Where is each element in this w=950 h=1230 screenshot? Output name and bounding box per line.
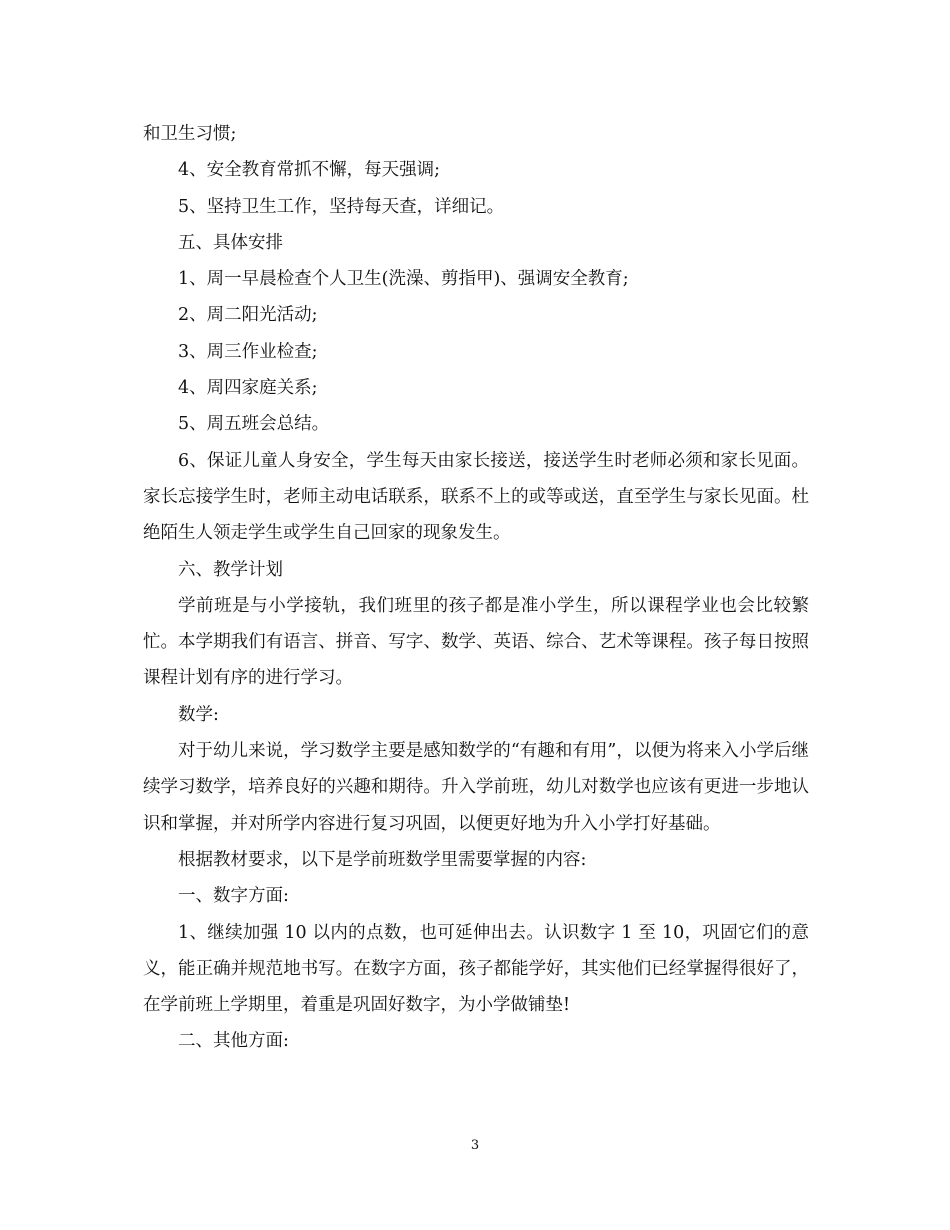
- paragraph: 3、周三作业检查;: [178, 341, 318, 362]
- paragraph: 五、具体安排: [178, 232, 283, 253]
- paragraph: 6、保证儿童人身安全，学生每天由家长接送，接送学生时老师必须和家长见面。家长忘接学生时，老师主动电话联系，联系不上的或等或送，直至学生与家长见面。杜绝陌生人领走学生或学生自己回家的现象发生。: [143, 450, 809, 544]
- paragraph: 对于幼儿来说，学习数学主要是感知数学的“有趣和有用”，以便为将来入小学后继续学习数学，培养良好的兴趣和期待。升入学前班，幼儿对数学也应该有更进一步地认识和掌握，并对所学内容进行复习巩固，以便更好地为升入小学打好基础。: [143, 741, 809, 834]
- paragraph: 六、教学计划: [178, 559, 283, 580]
- paragraph: 1、周一早晨检查个人卫生(洗澡、剪指甲)、强调安全教育;: [178, 269, 629, 290]
- paragraph: 数学:: [178, 704, 219, 725]
- paragraph: 二、其他方面:: [178, 1031, 289, 1052]
- paragraph: 4、周四家庭关系;: [178, 378, 318, 399]
- paragraph: 2、周二阳光活动;: [178, 305, 318, 326]
- paragraph: 一、数字方面:: [178, 886, 289, 907]
- paragraph: 4、安全教育常抓不懈，每天强调;: [178, 160, 441, 181]
- paragraph: 5、坚持卫生工作，坚持每天查，详细记。: [178, 196, 505, 217]
- document-body: [143, 116, 809, 1060]
- paragraph: 根据教材要求，以下是学前班数学里需要掌握的内容:: [178, 849, 587, 870]
- paragraph: 5、周五班会总结。: [178, 414, 330, 435]
- paragraph: 学前班是与小学接轨，我们班里的孩子都是准小学生，所以课程学业也会比较繁忙。本学期我们有语言、拼音、写字、数学、英语、综合、艺术等课程。孩子每日按照课程计划有序的进行学习。: [143, 595, 809, 689]
- page-number: 3: [470, 1138, 480, 1153]
- paragraph: 和卫生习惯;: [143, 124, 237, 144]
- paragraph: 1、继续加强 10 以内的点数，也可延伸出去。认识数字 1 至 10，巩固它们的意义，能正确并规范地书写。在数字方面，孩子都能学好，其实他们已经掌握得很好了，在学前班上学期里，着重是巩固好数字，为小学做铺垫!: [143, 922, 809, 1016]
